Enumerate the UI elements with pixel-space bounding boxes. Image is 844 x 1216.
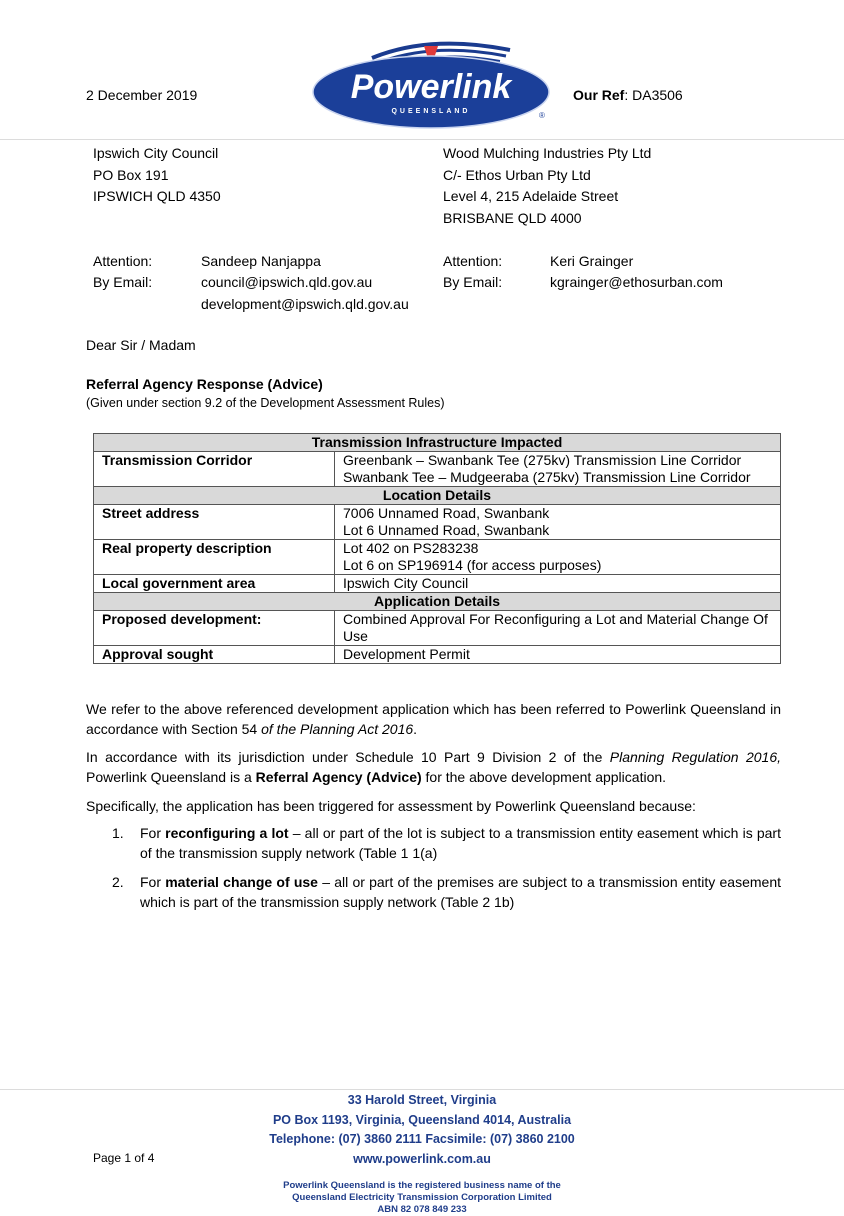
letter-date: 2 December 2019 — [86, 87, 198, 103]
table-section-row — [94, 593, 781, 611]
footer-po-box: PO Box 1193, Virginia, Queensland 4014, Australia — [272, 1113, 572, 1127]
table-section-row — [94, 434, 781, 452]
planning-regulation-reference: Planning Regulation 2016, — [609, 749, 781, 765]
ref-label: Our Ref — [573, 87, 625, 103]
row-value: Development Permit — [335, 646, 781, 664]
address-line: PO Box 191 — [93, 166, 169, 183]
address-line: Level 4, 215 Adelaide Street — [443, 188, 619, 204]
footer-legal-line: Queensland Electricity Transmission Corporation Limited — [292, 1192, 552, 1203]
email-link-left-development[interactable]: development@ipswich.qld.gov.au — [201, 296, 409, 312]
section-header-infrastructure: Transmission Infrastructure Impacted — [94, 434, 781, 452]
header-divider — [0, 139, 844, 140]
email-label-left: By Email: — [93, 274, 153, 290]
corridor-line: Swanbank Tee – Mudgeeraba (275kv) Transmission Line Corridor — [343, 469, 751, 485]
powerlink-logo — [310, 36, 556, 132]
attention-value-right: Keri Grainger — [550, 253, 634, 269]
our-reference — [573, 87, 683, 103]
list-number: 1. — [112, 825, 124, 841]
list-item: 2. For material change of use – all or part of the premises are subject to a transmission entity easement which is part of the transmission supply network (Table 2 1b) — [112, 874, 782, 910]
attention-label-right: Attention: — [443, 253, 503, 269]
email-link-left-council[interactable]: council@ipswich.qld.gov.au — [201, 274, 373, 290]
table-row — [94, 452, 781, 487]
row-label: Transmission Corridor — [94, 452, 335, 487]
salutation: Dear Sir / Madam — [86, 337, 196, 353]
street-line: 7006 Unnamed Road, Swanbank — [343, 505, 550, 521]
address-line: Wood Mulching Industries Pty Ltd — [443, 145, 652, 161]
property-line: Lot 402 on PS283238 — [343, 540, 479, 556]
footer-website-link[interactable]: www.powerlink.com.au — [353, 1152, 491, 1166]
footer-abn: ABN 82 078 849 233 — [377, 1204, 467, 1215]
row-value: Combined Approval For Reconfiguring a Lot and Material Change Of Use — [335, 611, 781, 646]
table-row — [94, 540, 781, 575]
footer-divider — [0, 1089, 844, 1090]
address-line: IPSWICH QLD 4350 — [93, 188, 221, 204]
row-value — [335, 540, 781, 575]
paragraph-jurisdiction: In accordance with its jurisdiction under Schedule 10 Part 9 Division 2 of the Planning Regulation 2016, Powerlink Queensland is a Referral Agency (Advice) for the above development application. — [86, 749, 781, 785]
address-line: BRISBANE QLD 4000 — [443, 209, 582, 226]
row-label: Street address — [94, 505, 335, 540]
row-label: Real property description — [94, 540, 335, 575]
logo-registered-mark: ® — [539, 111, 545, 120]
property-line: Lot 6 on SP196914 (for access purposes) — [343, 557, 602, 573]
section-header-location: Location Details — [94, 487, 781, 505]
response-title: Referral Agency Response (Advice) — [86, 376, 323, 392]
attention-value-left: Sandeep Nanjappa — [201, 253, 321, 269]
row-label: Approval sought — [94, 646, 335, 664]
table-row — [94, 646, 781, 664]
table-row — [94, 505, 781, 540]
response-subtitle: (Given under section 9.2 of the Development Assessment Rules) — [86, 396, 445, 410]
list-number: 2. — [112, 874, 124, 890]
attention-label-left: Attention: — [93, 253, 153, 269]
corridor-line: Greenbank – Swanbank Tee (275kv) Transmission Line Corridor — [343, 452, 742, 468]
page-number: Page 1 of 4 — [93, 1151, 155, 1165]
email-label-right: By Email: — [443, 274, 503, 290]
table-row — [94, 611, 781, 646]
section-header-application: Application Details — [94, 593, 781, 611]
table-row — [94, 575, 781, 593]
table-section-row — [94, 487, 781, 505]
list-item: 1. For reconfiguring a lot – all or part of the lot is subject to a transmission entity easement which is part of the transmission supply network (Table 1 1(a) — [112, 825, 781, 861]
footer-telephone: Telephone: (07) 3860 2111 Facsimile: (07) 3860 2100 — [269, 1132, 575, 1146]
address-line: Ipswich City Council — [93, 145, 219, 161]
referral-agency-term: Referral Agency (Advice) — [255, 769, 422, 785]
row-value: Ipswich City Council — [335, 575, 781, 593]
list-item-term: reconfiguring a lot — [165, 825, 289, 841]
address-line: C/- Ethos Urban Pty Ltd — [443, 166, 591, 183]
logo-wordmark: Powerlink — [350, 68, 512, 106]
list-item-term: material change of use — [165, 874, 318, 890]
details-table — [93, 433, 781, 664]
row-value — [335, 452, 781, 487]
paragraph-triggered: Specifically, the application has been triggered for assessment by Powerlink Queensland because: — [86, 798, 696, 814]
email-link-right[interactable]: kgrainger@ethosurban.com — [550, 274, 723, 290]
planning-act-reference: of the Planning Act 2016 — [261, 721, 414, 737]
ref-value: : DA3506 — [624, 87, 683, 103]
paragraph-referral: We refer to the above referenced development application which has been referred to Powerlink Queensland in accordance with Section 54 of the Planning Act 2016. — [86, 701, 781, 737]
recipient-right-address — [443, 143, 651, 229]
logo-subtext: QUEENSLAND — [391, 108, 471, 115]
row-label: Local government area — [94, 575, 335, 593]
footer-legal-line: Powerlink Queensland is the registered business name of the — [283, 1180, 561, 1191]
recipient-left-address — [93, 143, 221, 208]
street-line: Lot 6 Unnamed Road, Swanbank — [343, 522, 550, 538]
footer-street-address: 33 Harold Street, Virginia — [347, 1093, 497, 1107]
row-label: Proposed development: — [94, 611, 335, 646]
row-value — [335, 505, 781, 540]
